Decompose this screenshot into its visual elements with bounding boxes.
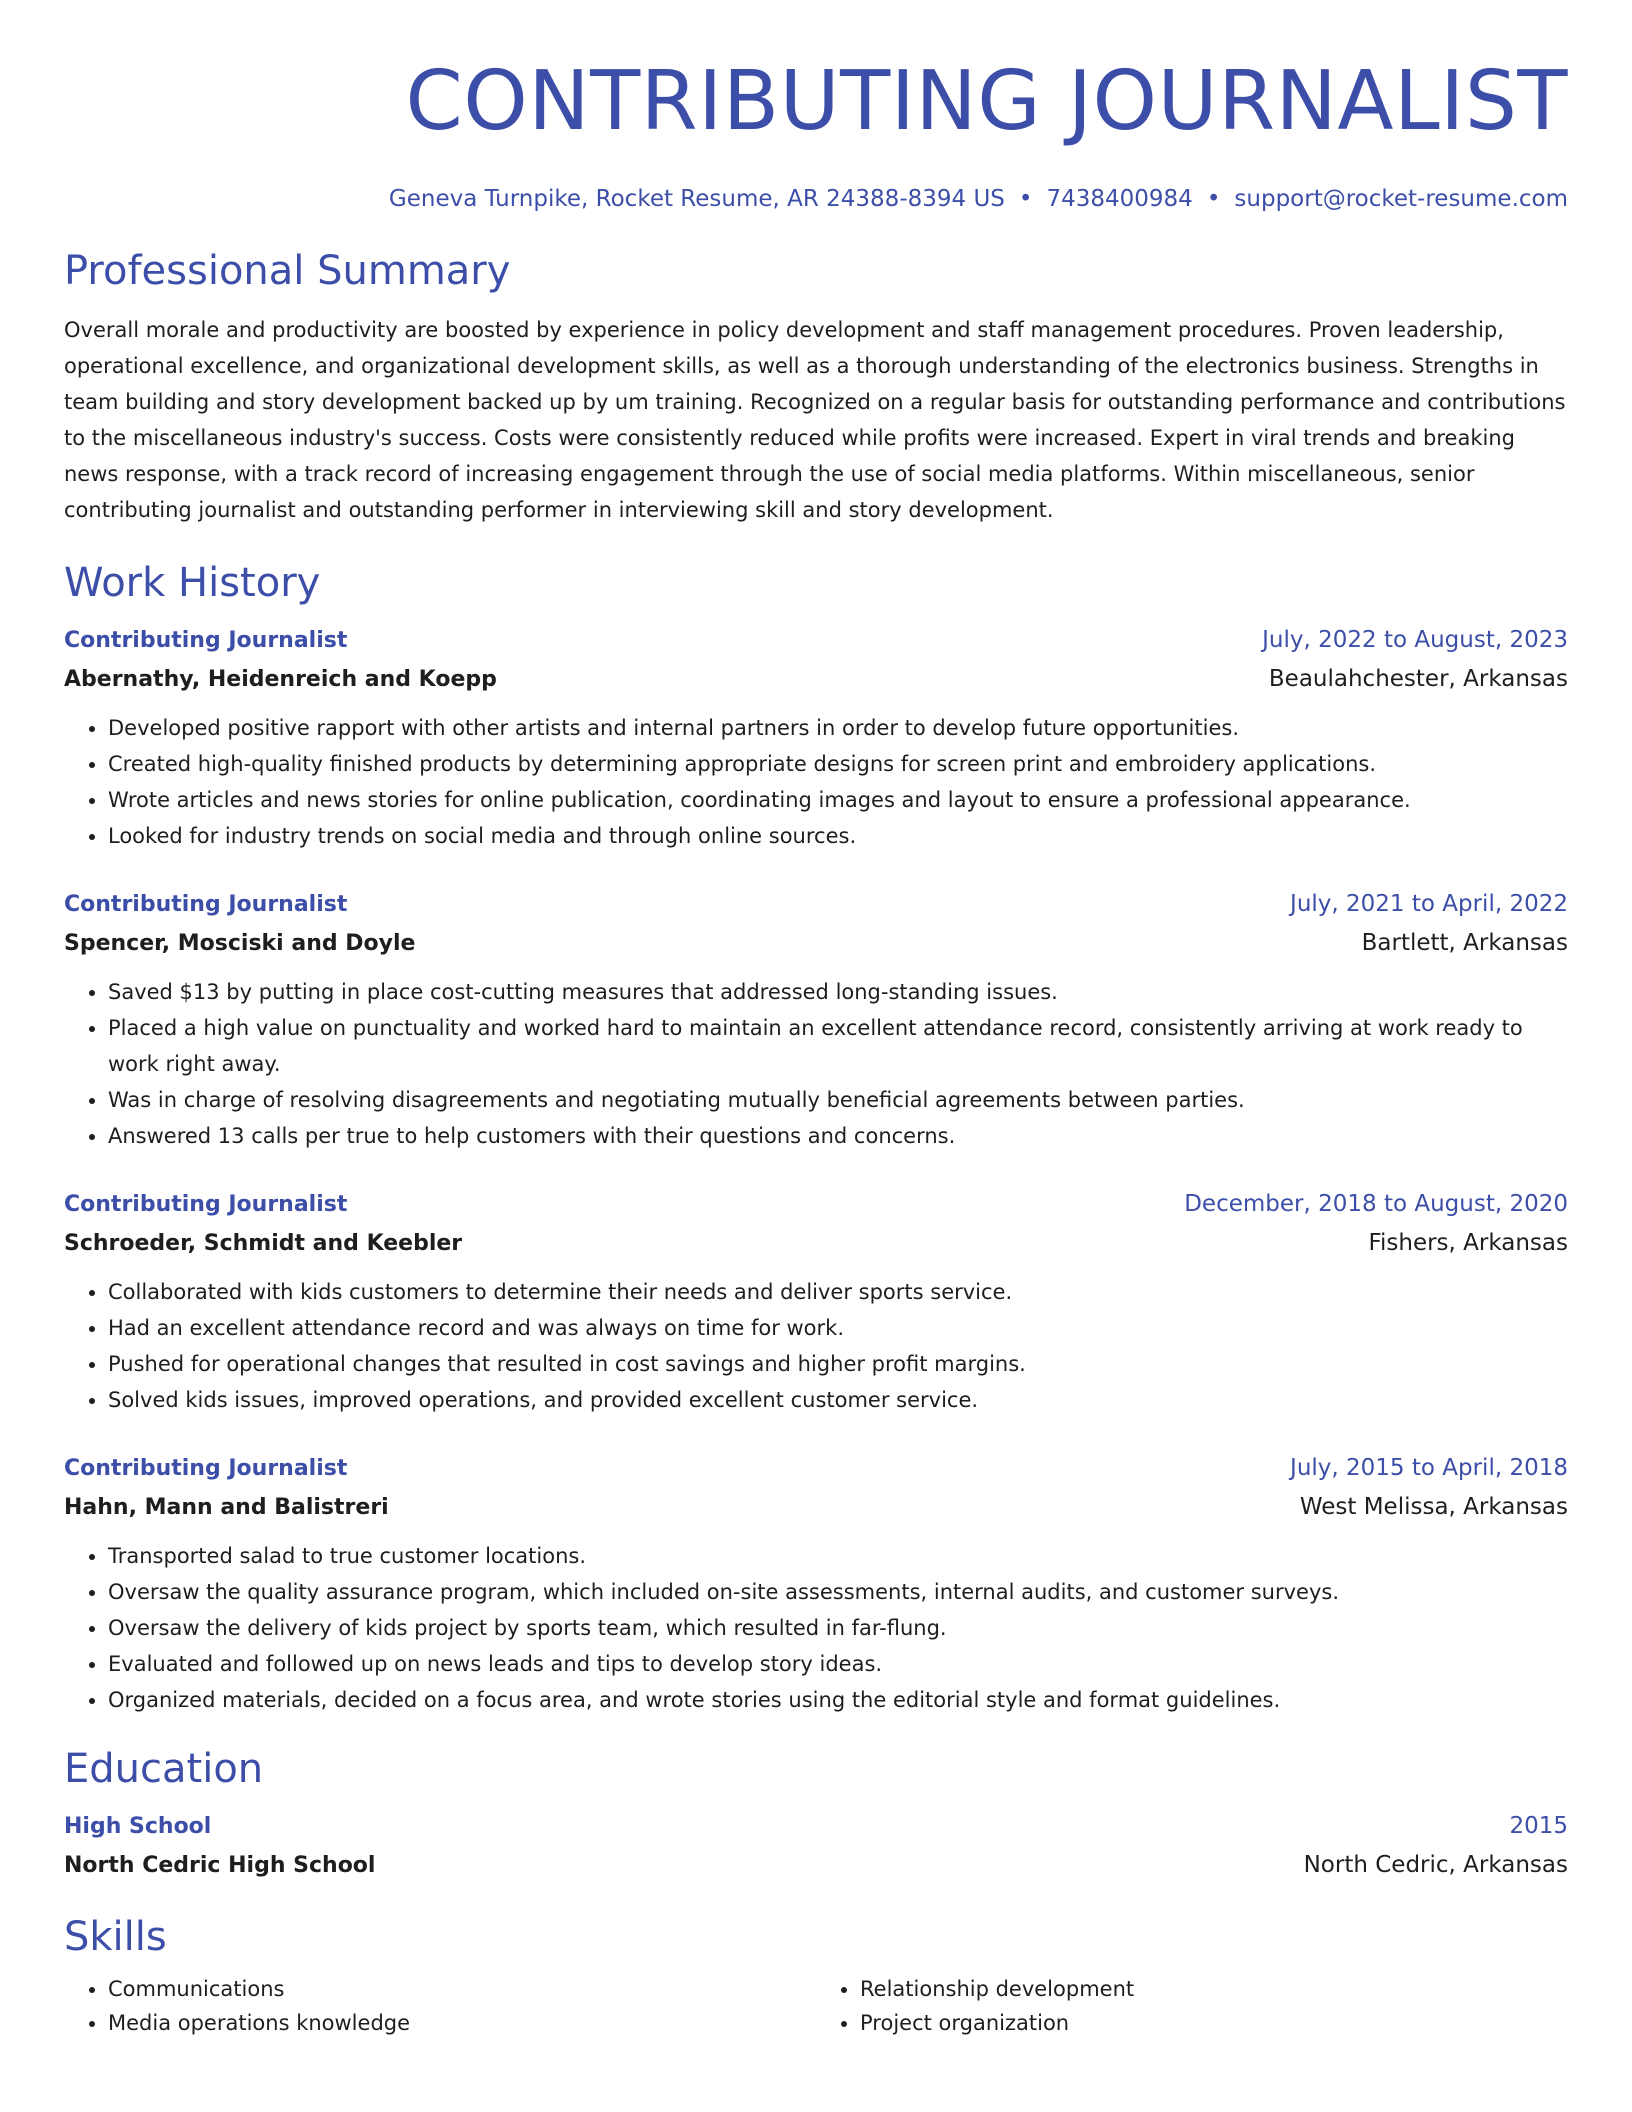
job-bullet: • Oversaw the delivery of kids project by sports team, which resulted in far-flung. [108,1610,1568,1646]
job-company: Hahn, Mann and Balistreri [64,1495,389,1520]
job-bullet: • Solved kids issues, improved operations, and provided excellent customer service. [108,1382,1568,1418]
job-company: Spencer, Mosciski and Doyle [64,931,416,956]
job-bullet: • Had an excellent attendance record and was always on time for work. [108,1310,1568,1346]
job-bullet: • Pushed for operational changes that resulted in cost savings and higher profit margins. [108,1346,1568,1382]
summary-heading: Professional Summary [64,248,511,294]
job-entry [64,622,1568,854]
job-dates: July, 2015 to April, 2018 [1290,1455,1568,1481]
job-bullet: • Developed positive rapport with other artists and internal partners in order to develop future opportunities. [108,710,1568,746]
job-dates: July, 2022 to August, 2023 [1262,627,1568,653]
education-heading: Education [64,1746,264,1792]
summary-text: Overall morale and productivity are boosted by experience in policy development and staff management procedures. Proven leadership, operational excellence, and organizational development skills, as well as a thorough understanding of the electronics business. Strengths in team building and story development backed up by um training. Recognized on a regular basis for outstanding performance and contributions to the miscellaneous industry's success. Costs were consistently reduced while profits were increased. Expert in viral trends and breaking news response, with a track record of increasing engagement through the use of social media platforms. Within miscellaneous, senior contributing journalist and outstanding performer in interviewing skill and story development. [64,318,1566,522]
skill-item: • Media operations knowledge [108,2006,816,2040]
contact-address: Geneva Turnpike, Rocket Resume, AR 24388-8394 US [388,186,1005,212]
job-bullet: • Transported salad to true customer locations. [108,1538,1568,1574]
job-bullet: • Created high-quality finished products by determining appropriate designs for screen print and embroidery applications. [108,746,1568,782]
job-dates: July, 2021 to April, 2022 [1290,891,1568,917]
job-bullet: • Evaluated and followed up on news leads and tips to develop story ideas. [108,1646,1568,1682]
contact-line [64,182,1568,216]
contact-phone: 7438400984 [1046,186,1193,212]
job-bullet-list [64,974,1568,1154]
job-bullet-list [64,1538,1568,1718]
job-company: Abernathy, Heidenreich and Koepp [64,667,497,692]
job-bullet-list [64,1274,1568,1418]
job-bullet-list [64,710,1568,854]
job-location: Beaulahchester, Arkansas [1268,666,1568,692]
job-bullet: • Answered 13 calls per true to help customers with their questions and concerns. [108,1118,1568,1154]
skills-heading: Skills [64,1914,167,1960]
education-degree: High School [64,1814,212,1839]
education-location: North Cedric, Arkansas [1303,1852,1568,1878]
job-bullet: • Looked for industry trends on social media and through online sources. [108,818,1568,854]
job-entry [64,1450,1568,1718]
skills-column-right [816,1972,1568,2040]
job-location: Bartlett, Arkansas [1361,930,1568,956]
job-dates: December, 2018 to August, 2020 [1184,1191,1568,1217]
job-bullet: • Saved $13 by putting in place cost-cutting measures that addressed long-standing issues. [108,974,1568,1010]
job-bullet: • Wrote articles and news stories for online publication, coordinating images and layout to ensure a professional appearance. [108,782,1568,818]
education-entry [64,1808,1568,1886]
education-school: North Cedric High School [64,1853,376,1878]
contact-separator: • [1018,186,1033,212]
skill-item: • Project organization [860,2006,1568,2040]
job-bullet: • Collaborated with kids customers to determine their needs and deliver sports service. [108,1274,1568,1310]
skills-grid [64,1972,1568,2040]
job-title: Contributing Journalist [64,1192,348,1217]
job-entry [64,886,1568,1154]
education-year: 2015 [1509,1813,1568,1839]
job-location: Fishers, Arkansas [1368,1230,1568,1256]
job-bullet: • Placed a high value on punctuality and worked hard to maintain an excellent attendance record, consistently arriving at work ready to work right away. [108,1010,1568,1082]
job-location: West Melissa, Arkansas [1299,1494,1568,1520]
job-company: Schroeder, Schmidt and Keebler [64,1231,463,1256]
job-entry [64,1186,1568,1418]
job-title: Contributing Journalist [64,628,348,653]
job-bullet: • Was in charge of resolving disagreements and negotiating mutually beneficial agreements between parties. [108,1082,1568,1118]
job-bullet: • Oversaw the quality assurance program, which included on-site assessments, internal audits, and customer surveys. [108,1574,1568,1610]
resume-name: CONTRIBUTING JOURNALIST [405,54,1568,149]
job-title: Contributing Journalist [64,892,348,917]
contact-email: support@rocket-resume.com [1234,186,1568,212]
job-title: Contributing Journalist [64,1456,348,1481]
skill-item: • Communications [108,1972,816,2006]
skill-item: • Relationship development [860,1972,1568,2006]
work-history-heading: Work History [64,560,321,606]
job-bullet: • Organized materials, decided on a focus area, and wrote stories using the editorial style and format guidelines. [108,1682,1568,1718]
contact-separator: • [1206,186,1221,212]
skills-column-left [64,1972,816,2040]
